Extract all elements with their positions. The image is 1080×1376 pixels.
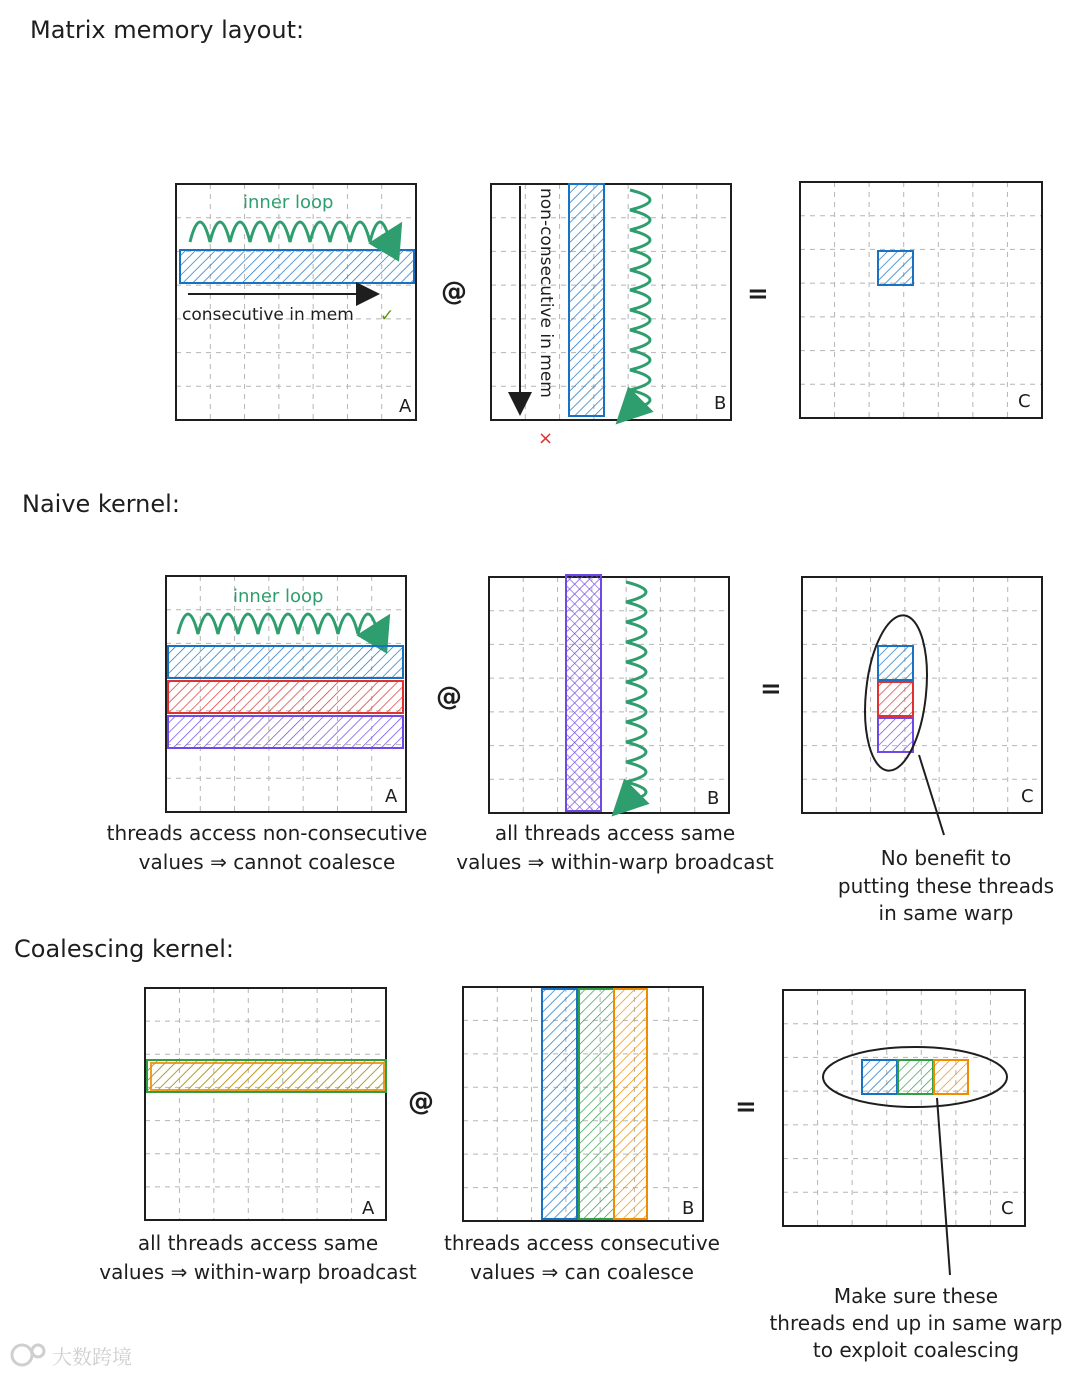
watermark-logo-icon xyxy=(12,1345,32,1365)
svg-text:putting these threads: putting these threads xyxy=(837,874,1055,898)
matrix-grid xyxy=(783,990,1025,1226)
coalescing-caption-b xyxy=(444,1231,720,1284)
naive-label-a: A xyxy=(385,786,398,807)
naive-callout-line xyxy=(919,755,944,835)
svg-text:Make sure these: Make sure these xyxy=(833,1284,999,1308)
matrix-label-a: A xyxy=(399,396,412,417)
naive-label-b: B xyxy=(707,788,720,809)
inner-loop-label: inner loop xyxy=(243,192,334,213)
matrix-label-b: B xyxy=(714,393,727,414)
matrix-grid xyxy=(489,577,729,813)
svg-text:to exploit coalescing: to exploit coalescing xyxy=(812,1338,1020,1362)
coalescing-equals-operator: = xyxy=(735,1092,757,1122)
svg-text:threads end up in same warp: threads end up in same warp xyxy=(769,1311,1063,1335)
coalescing-c-cell-green xyxy=(898,1060,933,1094)
section-title-coalescing: Coalescing kernel: xyxy=(14,935,235,963)
layout-matrix-b xyxy=(491,184,731,449)
naive-caption-c xyxy=(838,846,1054,925)
svg-text:No benefit to: No benefit to xyxy=(880,846,1012,870)
svg-text:all threads access same: all threads access same xyxy=(137,1231,379,1255)
svg-text:in same warp: in same warp xyxy=(878,901,1014,925)
svg-text:values ⇒ can coalesce: values ⇒ can coalesce xyxy=(470,1260,694,1284)
b-column-highlight xyxy=(569,184,604,416)
naive-matrix-c xyxy=(802,577,1042,835)
naive-a-row-red xyxy=(168,681,403,713)
naive-label-c: C xyxy=(1021,786,1034,807)
check-icon: ✓ xyxy=(380,306,395,326)
coalescing-matrix-c xyxy=(783,990,1025,1275)
coalescing-a-row-orange xyxy=(151,1063,384,1090)
matrix-grid xyxy=(800,182,1042,418)
coalescing-matrix-b xyxy=(463,987,703,1221)
naive-c-cell-purple xyxy=(878,718,913,752)
naive-a-row-blue xyxy=(168,646,403,678)
consecutive-label: consecutive in mem xyxy=(182,305,354,325)
naive-matrix-b xyxy=(489,575,729,813)
svg-text:values ⇒ cannot coalesce: values ⇒ cannot coalesce xyxy=(138,850,396,874)
equals-operator: = xyxy=(747,279,769,309)
layout-matrix-c xyxy=(800,182,1042,418)
matrix-grid xyxy=(145,988,386,1220)
naive-b-loop-arrow xyxy=(620,582,646,808)
coalescing-caption-a xyxy=(99,1231,417,1284)
svg-text:values ⇒ within-warp broadcast: values ⇒ within-warp broadcast xyxy=(456,850,774,874)
b-loop-arrow xyxy=(624,190,650,416)
matrix-grid xyxy=(802,577,1042,813)
coalescing-b-col-orange xyxy=(614,989,647,1219)
coalescing-label-c: C xyxy=(1001,1198,1014,1219)
a-row-highlight xyxy=(180,250,414,283)
coalescing-b-col-blue xyxy=(542,989,577,1219)
coalescing-matrix-a xyxy=(145,988,386,1220)
svg-text:all threads access same: all threads access same xyxy=(494,821,736,845)
section-title-naive: Naive kernel: xyxy=(22,490,180,518)
section-title-layout: Matrix memory layout: xyxy=(30,16,305,44)
coalescing-b-col-green xyxy=(579,989,614,1219)
non-consecutive-label: non-consecutive in mem xyxy=(536,188,556,398)
svg-text:values ⇒ within-warp broadcast: values ⇒ within-warp broadcast xyxy=(99,1260,417,1284)
svg-text:threads access consecutive: threads access consecutive xyxy=(444,1231,720,1255)
watermark-text: 大数跨境 xyxy=(52,1345,132,1369)
coalescing-c-cell-blue xyxy=(862,1060,897,1094)
naive-a-row-purple xyxy=(168,716,403,748)
c-cell-highlight xyxy=(878,251,913,285)
layout-matrix-a xyxy=(176,184,416,420)
cross-icon: × xyxy=(538,428,554,449)
naive-inner-loop-label: inner loop xyxy=(233,586,324,607)
matmul-operator: @ xyxy=(441,277,467,307)
watermark xyxy=(12,1345,132,1369)
naive-inner-loop-arrow xyxy=(178,614,384,634)
svg-text:threads access non-consecutive: threads access non-consecutive xyxy=(106,821,428,845)
matrix-grid xyxy=(491,184,731,420)
naive-c-cell-blue xyxy=(878,646,913,680)
coalescing-matmul-operator: @ xyxy=(408,1087,434,1117)
inner-loop-arrow xyxy=(190,222,396,242)
matrix-grid xyxy=(176,184,416,420)
coalescing-label-a: A xyxy=(362,1198,375,1219)
coalescing-c-cell-orange xyxy=(934,1060,968,1094)
naive-caption-a xyxy=(107,821,428,874)
naive-caption-b xyxy=(456,821,774,874)
matrix-label-c: C xyxy=(1018,391,1031,412)
naive-c-cell-red xyxy=(878,682,913,716)
coalescing-caption-c xyxy=(769,1284,1062,1362)
coalescing-label-b: B xyxy=(682,1198,695,1219)
naive-equals-operator: = xyxy=(760,674,782,704)
naive-matmul-operator: @ xyxy=(436,682,462,712)
naive-matrix-a xyxy=(166,576,406,812)
